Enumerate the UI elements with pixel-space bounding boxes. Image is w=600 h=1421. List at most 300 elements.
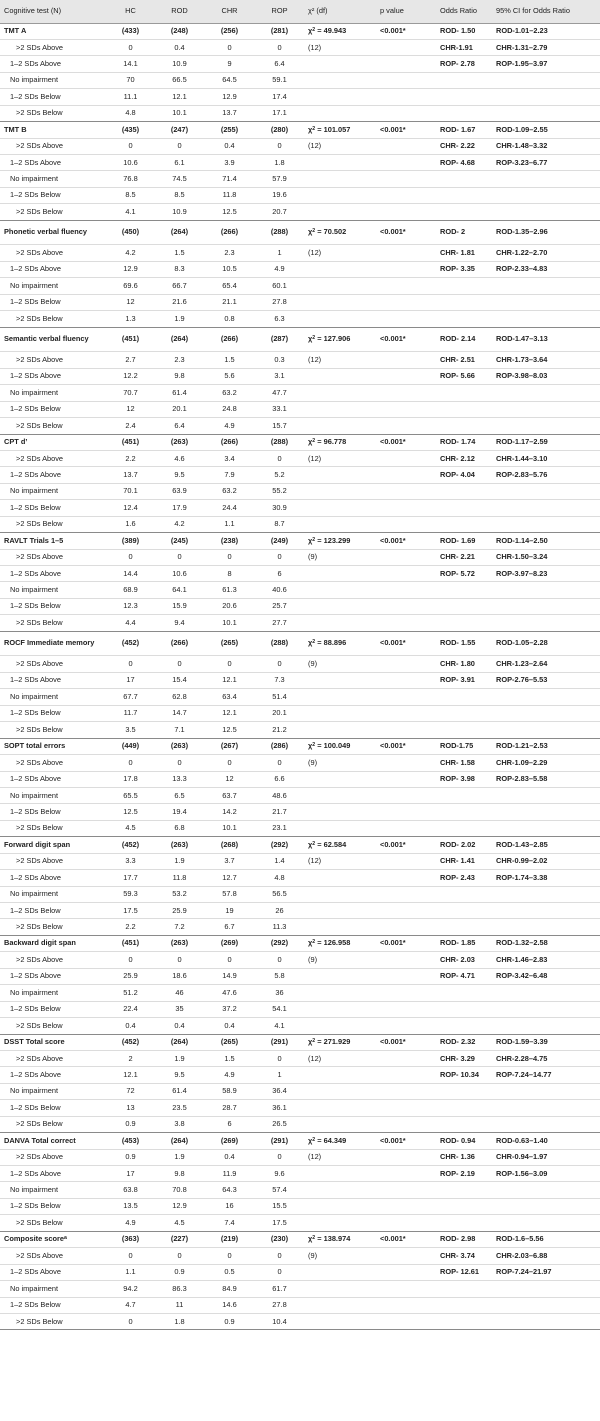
empty-cell	[492, 500, 600, 516]
percentage-value: 61.7	[254, 1281, 304, 1297]
empty-cell	[304, 204, 376, 220]
percentage-value: 1.1	[106, 1264, 154, 1280]
empty-cell	[376, 549, 436, 565]
empty-cell	[436, 311, 492, 327]
percentage-value: 17	[106, 672, 154, 688]
empty-cell	[492, 985, 600, 1001]
percentage-value: 33.1	[254, 401, 304, 417]
chi-square-value	[304, 837, 376, 853]
chi-superscript: 2	[312, 939, 316, 946]
chi-superscript: 2	[312, 1235, 316, 1242]
percentage-value: 5.6	[204, 368, 254, 384]
empty-cell	[376, 516, 436, 532]
percentage-value: 12	[106, 401, 154, 417]
category-label: 1–2 SDs Below	[0, 500, 106, 516]
percentage-value: 13.3	[154, 771, 204, 787]
empty-cell	[492, 787, 600, 803]
percentage-value: 0	[254, 450, 304, 466]
test-row	[0, 122, 600, 138]
sample-size: (263)	[154, 434, 204, 450]
category-label: >2 SDs Below	[0, 919, 106, 935]
odds-ratio: ROD- 1.67	[436, 122, 492, 138]
category-row	[0, 903, 600, 919]
empty-cell	[436, 72, 492, 88]
percentage-value: 0	[254, 656, 304, 672]
percentage-value: 23.1	[254, 820, 304, 836]
sample-size: (286)	[254, 738, 304, 754]
category-row	[0, 171, 600, 187]
percentage-value: 53.2	[154, 886, 204, 902]
percentage-value: 0	[106, 549, 154, 565]
p-value: <0.001*	[380, 26, 406, 36]
percentage-value: 9.5	[154, 467, 204, 483]
percentage-value: 6.4	[254, 56, 304, 72]
degrees-of-freedom: (12)	[304, 245, 376, 261]
odds-ratio: ROD-1.75	[436, 738, 492, 754]
confidence-interval: CHR-1.46–2.83	[492, 952, 600, 968]
empty-cell	[376, 615, 436, 631]
empty-cell	[376, 1100, 436, 1116]
empty-cell	[376, 89, 436, 105]
percentage-value: 54.1	[254, 1001, 304, 1017]
test-row	[0, 837, 600, 853]
percentage-value: 7.2	[154, 919, 204, 935]
percentage-value: 2.4	[106, 418, 154, 434]
empty-cell	[436, 401, 492, 417]
category-label: 1–2 SDs Above	[0, 155, 106, 171]
category-row	[0, 187, 600, 203]
chi-square-value	[304, 1231, 376, 1247]
sample-size: (288)	[254, 434, 304, 450]
percentage-value: 0	[154, 549, 204, 565]
empty-cell	[492, 105, 600, 121]
category-row	[0, 467, 600, 483]
confidence-interval: ROP-2.83–5.58	[492, 771, 600, 787]
percentage-value: 20.1	[254, 705, 304, 721]
empty-cell	[376, 689, 436, 705]
category-label: No impairment	[0, 1281, 106, 1297]
empty-cell	[304, 968, 376, 984]
category-label: >2 SDs Below	[0, 516, 106, 532]
chi-superscript: 2	[312, 536, 316, 543]
category-row	[0, 204, 600, 220]
sample-size: (389)	[106, 533, 154, 549]
percentage-value: 63.7	[204, 787, 254, 803]
odds-ratio: CHR- 1.58	[436, 755, 492, 771]
sample-size: (255)	[204, 122, 254, 138]
chi-square-value	[304, 122, 376, 138]
empty-cell	[376, 138, 436, 154]
empty-cell	[376, 919, 436, 935]
confidence-interval: ROP-7.24–21.97	[492, 1264, 600, 1280]
percentage-value: 17.4	[254, 89, 304, 105]
category-label: No impairment	[0, 385, 106, 401]
empty-cell	[376, 418, 436, 434]
empty-cell	[376, 278, 436, 294]
empty-cell	[376, 401, 436, 417]
percentage-value: 12.5	[106, 804, 154, 820]
sample-size: (230)	[254, 1231, 304, 1247]
percentage-value: 4.1	[106, 204, 154, 220]
header-chi-square: χ² (df)	[304, 0, 376, 23]
percentage-value: 10.6	[154, 566, 204, 582]
sample-size: (263)	[154, 738, 204, 754]
percentage-value: 65.5	[106, 787, 154, 803]
category-label: 1–2 SDs Above	[0, 870, 106, 886]
category-row	[0, 311, 600, 327]
percentage-value: 1	[254, 1067, 304, 1083]
p-value: <0.001*	[376, 220, 436, 245]
category-row	[0, 483, 600, 499]
empty-cell	[376, 1182, 436, 1198]
percentage-value: 59.3	[106, 886, 154, 902]
empty-cell	[436, 1313, 492, 1329]
percentage-value: 0	[204, 39, 254, 55]
category-label: >2 SDs Above	[0, 138, 106, 154]
category-row	[0, 401, 600, 417]
chi-equals: =	[315, 535, 324, 545]
confidence-interval: CHR-1.44–3.10	[492, 450, 600, 466]
empty-cell	[492, 204, 600, 220]
empty-cell	[492, 171, 600, 187]
category-label: >2 SDs Above	[0, 656, 106, 672]
test-name	[0, 533, 106, 549]
empty-cell	[436, 985, 492, 1001]
percentage-value: 2.2	[106, 919, 154, 935]
empty-cell	[304, 401, 376, 417]
percentage-value: 60.1	[254, 278, 304, 294]
empty-cell	[492, 89, 600, 105]
category-label: >2 SDs Above	[0, 1050, 106, 1066]
degrees-of-freedom: (12)	[304, 39, 376, 55]
degrees-of-freedom: (12)	[304, 450, 376, 466]
category-row	[0, 1100, 600, 1116]
sample-size: (452)	[106, 1034, 154, 1050]
category-label: 1–2 SDs Above	[0, 1067, 106, 1083]
empty-cell	[376, 598, 436, 614]
empty-cell	[376, 1083, 436, 1099]
empty-cell	[436, 1198, 492, 1214]
category-label: >2 SDs Below	[0, 1313, 106, 1329]
percentage-value: 19	[204, 903, 254, 919]
percentage-value: 6	[204, 1116, 254, 1132]
percentage-value: 0	[154, 138, 204, 154]
percentage-value: 4.6	[154, 450, 204, 466]
header-rod: ROD	[154, 0, 204, 23]
chi-number: 101.057	[323, 124, 351, 134]
category-label: >2 SDs Below	[0, 204, 106, 220]
sample-size: (266)	[204, 220, 254, 245]
percentage-value: 57.8	[204, 886, 254, 902]
percentage-value: 36.4	[254, 1083, 304, 1099]
category-row	[0, 1166, 600, 1182]
chi-equals: =	[315, 638, 324, 648]
percentage-value: 1.9	[154, 853, 204, 869]
percentage-value: 9.5	[154, 1067, 204, 1083]
category-label: >2 SDs Below	[0, 105, 106, 121]
odds-ratio: CHR- 2.12	[436, 450, 492, 466]
header-ci: 95% CI for Odds Ratio	[492, 0, 600, 23]
sample-size: (291)	[254, 1133, 304, 1149]
p-value: <0.001*	[376, 1133, 436, 1149]
sample-size: (247)	[154, 122, 204, 138]
category-row	[0, 1149, 600, 1165]
sample-size: (451)	[106, 434, 154, 450]
percentage-value: 21.6	[154, 294, 204, 310]
degrees-of-freedom: (9)	[304, 755, 376, 771]
percentage-value: 12	[106, 294, 154, 310]
percentage-value: 1.6	[106, 516, 154, 532]
odds-ratio: ROP- 5.66	[436, 368, 492, 384]
chi-symbol: χ	[308, 741, 313, 751]
empty-cell	[436, 89, 492, 105]
percentage-value: 19.4	[154, 804, 204, 820]
empty-cell	[376, 705, 436, 721]
category-row	[0, 105, 600, 121]
header-chr: CHR	[204, 0, 254, 23]
percentage-value: 11.9	[204, 1166, 254, 1182]
category-label: No impairment	[0, 689, 106, 705]
confidence-interval: ROD-1.32–2.58	[492, 935, 600, 951]
empty-cell	[376, 985, 436, 1001]
category-label: >2 SDs Below	[0, 1018, 106, 1034]
sample-size: (265)	[204, 1034, 254, 1050]
percentage-value: 51.2	[106, 985, 154, 1001]
confidence-interval: CHR-2.28–4.75	[492, 1050, 600, 1066]
empty-cell	[436, 1297, 492, 1313]
chi-number: 49.943	[323, 26, 347, 36]
percentage-value: 13	[106, 1100, 154, 1116]
percentage-value: 61.4	[154, 1083, 204, 1099]
test-name	[0, 1034, 106, 1050]
degrees-of-freedom: (12)	[304, 1149, 376, 1165]
empty-cell	[436, 804, 492, 820]
sample-size: (266)	[154, 631, 204, 656]
odds-ratio: CHR- 1.41	[436, 853, 492, 869]
chi-square-value	[304, 935, 376, 951]
sample-size: (269)	[204, 1133, 254, 1149]
odds-ratio: CHR- 1.80	[436, 656, 492, 672]
test-name-text: RAVLT Trials 1–5	[4, 535, 64, 545]
degrees-of-freedom: (9)	[304, 656, 376, 672]
empty-cell	[304, 886, 376, 902]
empty-cell	[304, 105, 376, 121]
test-name-text: Forward digit span	[4, 839, 71, 849]
empty-cell	[376, 1149, 436, 1165]
percentage-value: 4.9	[106, 1215, 154, 1231]
category-row	[0, 138, 600, 154]
empty-cell	[492, 401, 600, 417]
percentage-value: 0.4	[204, 1018, 254, 1034]
chi-symbol: χ	[308, 334, 313, 344]
empty-cell	[304, 582, 376, 598]
chi-superscript: 2	[312, 125, 316, 132]
empty-cell	[376, 1313, 436, 1329]
confidence-interval: ROP-1.95–3.97	[492, 56, 600, 72]
category-label: 1–2 SDs Above	[0, 368, 106, 384]
odds-ratio: CHR- 2.22	[436, 138, 492, 154]
degrees-of-freedom: (12)	[304, 853, 376, 869]
empty-cell	[304, 1313, 376, 1329]
chi-square-value	[304, 220, 376, 245]
sample-size: (452)	[106, 631, 154, 656]
percentage-value: 12.1	[204, 705, 254, 721]
empty-cell	[376, 105, 436, 121]
empty-cell	[376, 1281, 436, 1297]
sample-size: (433)	[121, 26, 140, 36]
percentage-value: 76.8	[106, 171, 154, 187]
test-name-text: TMT A	[4, 26, 27, 36]
percentage-value: 12.9	[204, 89, 254, 105]
sample-size: (450)	[106, 220, 154, 245]
empty-cell	[492, 1116, 600, 1132]
empty-cell	[436, 1215, 492, 1231]
category-row	[0, 1297, 600, 1313]
empty-cell	[436, 1116, 492, 1132]
category-row	[0, 566, 600, 582]
empty-cell	[376, 1116, 436, 1132]
test-row	[0, 434, 600, 450]
confidence-interval: ROD-1.35–2.96	[492, 220, 600, 245]
category-label: 1–2 SDs Above	[0, 672, 106, 688]
empty-cell	[436, 919, 492, 935]
confidence-interval: CHR-1.73–3.64	[492, 352, 600, 368]
empty-cell	[492, 278, 600, 294]
percentage-value: 4.5	[154, 1215, 204, 1231]
chi-symbol: χ	[308, 938, 313, 948]
percentage-value: 11.1	[106, 89, 154, 105]
empty-cell	[436, 722, 492, 738]
category-row	[0, 919, 600, 935]
percentage-value: 16	[204, 1198, 254, 1214]
percentage-value: 0	[254, 549, 304, 565]
percentage-value: 0.4	[204, 138, 254, 154]
percentage-value: 65.4	[204, 278, 254, 294]
odds-ratio: CHR- 1.36	[436, 1149, 492, 1165]
empty-cell	[436, 787, 492, 803]
empty-cell	[376, 155, 436, 171]
percentage-value: 10.9	[154, 204, 204, 220]
test-row	[0, 533, 600, 549]
confidence-interval: ROP-3.98–8.03	[492, 368, 600, 384]
sample-size: (287)	[254, 327, 304, 352]
category-label: >2 SDs Above	[0, 755, 106, 771]
percentage-value: 64.5	[204, 72, 254, 88]
empty-cell	[376, 1297, 436, 1313]
p-value: <0.001*	[376, 1034, 436, 1050]
percentage-value: 17.7	[106, 870, 154, 886]
percentage-value: 47.6	[204, 985, 254, 1001]
chi-symbol: χ	[308, 1135, 313, 1145]
empty-cell	[436, 418, 492, 434]
sample-size: (435)	[106, 122, 154, 138]
empty-cell	[492, 1182, 600, 1198]
percentage-value: 63.9	[154, 483, 204, 499]
category-row	[0, 1198, 600, 1214]
category-label: >2 SDs Below	[0, 311, 106, 327]
sample-size: (267)	[204, 738, 254, 754]
empty-cell	[304, 870, 376, 886]
empty-cell	[436, 105, 492, 121]
chi-superscript: 2	[312, 27, 316, 34]
chi-square-value	[304, 1034, 376, 1050]
degrees-of-freedom: (12)	[304, 138, 376, 154]
percentage-value: 11.3	[254, 919, 304, 935]
sample-size: (263)	[154, 837, 204, 853]
chi-number: 127.906	[323, 334, 351, 344]
percentage-value: 6.3	[254, 311, 304, 327]
empty-cell	[376, 870, 436, 886]
sample-size: (269)	[204, 935, 254, 951]
empty-cell	[492, 1215, 600, 1231]
percentage-value: 17.5	[254, 1215, 304, 1231]
header-row	[0, 0, 600, 23]
sample-size: (281)	[270, 26, 289, 36]
empty-cell	[304, 187, 376, 203]
odds-ratio: ROD- 0.94	[436, 1133, 492, 1149]
percentage-value: 11.8	[154, 870, 204, 886]
empty-cell	[376, 656, 436, 672]
category-row	[0, 1182, 600, 1198]
category-label: 1–2 SDs Below	[0, 89, 106, 105]
category-row	[0, 72, 600, 88]
percentage-value: 57.4	[254, 1182, 304, 1198]
category-row	[0, 352, 600, 368]
percentage-value: 4.4	[106, 615, 154, 631]
empty-cell	[436, 171, 492, 187]
category-row	[0, 261, 600, 277]
category-row	[0, 968, 600, 984]
percentage-value: 66.5	[154, 72, 204, 88]
percentage-value: 6	[254, 566, 304, 582]
empty-cell	[304, 804, 376, 820]
confidence-interval: CHR-1.50–3.24	[492, 549, 600, 565]
empty-cell	[304, 1215, 376, 1231]
sample-size: (264)	[154, 1034, 204, 1050]
percentage-value: 63.2	[204, 385, 254, 401]
percentage-value: 4.5	[106, 820, 154, 836]
chi-symbol: χ	[308, 535, 313, 545]
test-name	[0, 631, 106, 656]
category-row	[0, 771, 600, 787]
empty-cell	[304, 820, 376, 836]
confidence-interval: ROP-2.33–4.83	[492, 261, 600, 277]
percentage-value: 0	[106, 755, 154, 771]
confidence-interval: CHR-0.94–1.97	[492, 1149, 600, 1165]
p-value: <0.001*	[376, 122, 436, 138]
percentage-value: 10.5	[204, 261, 254, 277]
category-row	[0, 853, 600, 869]
category-row	[0, 450, 600, 466]
p-value: <0.001*	[376, 533, 436, 549]
footnote-marker: a	[63, 1235, 67, 1242]
confidence-interval: CHR-2.03–6.88	[492, 1248, 600, 1264]
empty-cell	[376, 1050, 436, 1066]
percentage-value: 30.9	[254, 500, 304, 516]
empty-cell	[492, 72, 600, 88]
sample-size: (288)	[254, 631, 304, 656]
percentage-value: 11.7	[106, 705, 154, 721]
percentage-value: 0	[254, 755, 304, 771]
empty-cell	[376, 566, 436, 582]
test-row	[0, 1034, 600, 1050]
empty-cell	[376, 245, 436, 261]
percentage-value: 20.6	[204, 598, 254, 614]
degrees-of-freedom: (12)	[304, 1050, 376, 1066]
percentage-value: 12.5	[204, 204, 254, 220]
category-label: 1–2 SDs Above	[0, 1264, 106, 1280]
category-row	[0, 1215, 600, 1231]
